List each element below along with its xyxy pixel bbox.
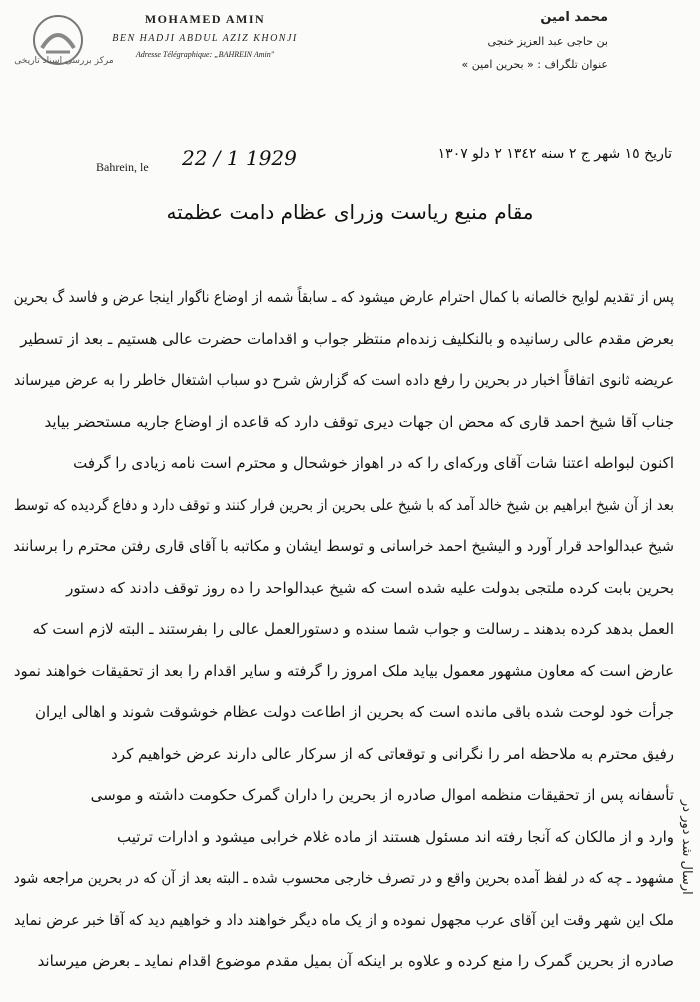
letterhead-persian-telegram: عنوان تلگراف : « بحرین امین »: [461, 58, 608, 71]
body-line: پس از تقدیم لوایح خالصانه با کمال احترام عارض میشود که ـ سابقاً شمه از اوضاع ناگوار اینجا عرض و فاسد گ بحرین: [13, 288, 674, 306]
body-line: وارد و از مالکان که آنجا رفته اند مسئول هستند از ماده غلام خرابی میشود و ادارات ترتیب: [117, 827, 674, 846]
letterhead-latin-telegram: Adresse Télégraphique: „BAHREIN Amin": [135, 50, 275, 59]
letterhead-persian: [438, 10, 608, 71]
body-line: صادره از بحرین گمرک را منع کرده و علاوه بر اینکه آن بمیل مقدم موضوع اقدام نماید ـ بعرض میرساند: [37, 952, 674, 970]
body-line: العمل بدهد کرده بدهند ـ رسالت و جواب شما سنده و دستورالعمل عالی را بفرستند ـ البته لازم است که: [32, 620, 674, 638]
body-line: شیخ عبدالواحد قرار آورد و الیشیخ احمد خراسانی و توسط ایشان و مکاتبه با آقای قاری رفتن محترم را برسانند: [13, 537, 674, 555]
date-persian: تاریخ ١٥ شهر ج ٢ سنه ١٣٤٢ ٢ دلو ١٣٠٧: [437, 146, 672, 162]
body-line: بعرض مقدم عالی رسانیده و بالنکلیف زنده‌ام منتظر جواب و اقدامات حضرت عالی هستیم ـ بعد از تسطیر: [20, 329, 674, 348]
margin-note: ارسال شد دور در: [679, 800, 694, 895]
letterhead-latin-name: MOHAMED AMIN: [144, 12, 266, 26]
body-line: مشهود ـ چه که در لفظ آمده بحرین واقع و در تصرف خارجی محسوب شده ـ البته بعد از آن که در بحرین مراجعه شود: [13, 869, 674, 887]
body-line: ملک این شهر وقت این آقای عرب مجهول نموده و از یک ماه دیگر خواهند داد و خواهیم دید که آقا خبر عرض نماید: [13, 910, 675, 929]
body-line: جرأت خود لوحت شده باقی مانده است که بحرین از اطاعت دولت عظام خوشوقت شوند و اهالی ایران: [35, 703, 674, 721]
body-line: بعد از آن شیخ ابراهیم بن شیخ خالد آمد که با شیخ علی بحرین از بحرین فرار کنند و توقف دارد و دفاع گردیده که توسط: [13, 495, 675, 514]
body-line: عریضه ثانوی اتفاقاً اخبار در بحرین را رفع داده است که گزارش شرح دو سباب اشتغال خاطر را به عرض میرساند: [13, 371, 675, 389]
body-line: عارض است که معاون مشهور معمول بیاید ملک امروز را گرفته و سایر اقدام را بعد از تحقیقات خواهند نمود: [13, 661, 675, 680]
body-line: تأسفانه پس از تحقیقات منظمه اموال صادره از بحرین را داران گمرک حکومت داشته و موسی: [90, 786, 674, 804]
letter-heading: مقام منیع ریاست وزرای عظام دامت عظمته: [166, 200, 534, 224]
letterhead-latin-sub: BEN HADJI ABDUL AZIZ KHONJI: [112, 33, 298, 44]
date-latin: 22 / 1 1929: [182, 146, 297, 170]
letterhead-latin: [80, 12, 330, 59]
body-line: رفیق محترم به ملاحظه امر را نگرانی و توقعاتی که از سرکار عالی دارند عرض خواهیم کرد: [111, 744, 674, 763]
archive-watermark-text: مرکز بررسی اسناد تاریخی: [14, 56, 114, 66]
letterhead-persian-name: محمد امین: [540, 10, 608, 25]
body-line: جناب آقا شیخ احمد قاری که محض ان جهات دیری توقف دارد که قاعده از اوضاع جاریه مستحضر بیاید: [44, 412, 674, 431]
letterhead-persian-sub: بن حاجی عبد العزیز خنجی: [487, 35, 608, 48]
date-place: Bahrein, le: [96, 160, 149, 174]
body-line: اکنون لبواطه اعتنا شات آقای ورکه‌ای را که در اهواز خوشحال و محترم است نامه زیادی را گرفت: [73, 454, 674, 472]
body-line: بحرین بابت کرده ملتجی بدولت علیه شده است که شیخ عبدالواحد را ده روز توقف دادند که دستور: [66, 578, 674, 597]
